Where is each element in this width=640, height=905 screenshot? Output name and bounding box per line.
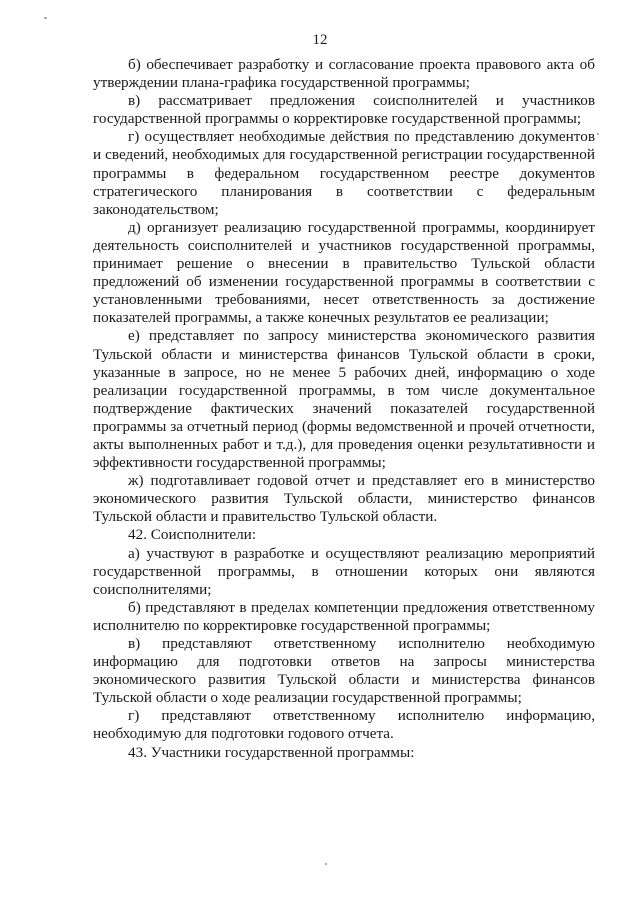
paragraph-d: д) организует реализацию государственной программы, координирует деятельность соисполнителей и участников государственной программы, принимает решение о внесении в правительство Тульской области предложений об изменении государственной программы в соответствии с установленными требованиями, несет ответственность за достижение показателей программы, а также конечных результатов ее реализации; [93, 218, 595, 327]
document-body [93, 56, 595, 762]
paragraph-g: г) осуществляет необходимые действия по представлению документов и сведений, необходимых для государственной регистрации государственной программы в федеральном государственном реестре документов стратегического планирования в соответствии с федеральным законодательством; [93, 128, 595, 218]
section-42-item-b: б) представляют в пределах компетенции предложения ответственному исполнителю по корректировке государственной программы; [93, 598, 595, 634]
section-42-item-v: в) представляют ответственному исполнителю необходимую информацию для подготовки ответов на запросы министерства экономического развития Тульской области и министерства финансов Тульской области о ходе реализации государственной программы; [93, 635, 595, 707]
paragraph-zh: ж) подготавливает годовой отчет и представляет его в министерство экономического развития Тульской области, министерство финансов Тульской области и правительство Тульской области. [93, 472, 595, 526]
paragraph-e: е) представляет по запросу министерства экономического развития Тульской области и министерства финансов Тульской области в сроки, указанные в запросе, но не менее 5 рабочих дней, информацию о ходе реализации государственной программы, в том числе документальное подтверждение фактических значений показателей государственной программы за отчетный период (формы ведомственной и прочей отчетности, акты выполненных работ и т.д.), для проведения оценки результативности и эффективности государственной программы; [93, 327, 595, 472]
scan-speck [325, 863, 327, 865]
section-42-item-g: г) представляют ответственному исполнителю информацию, необходимую для подготовки годового отчета. [93, 707, 595, 743]
scan-speck [597, 133, 599, 135]
section-42-item-a: а) участвуют в разработке и осуществляют реализацию мероприятий государственной программы, в отношении которых они являются соисполнителями; [93, 544, 595, 598]
section-42-heading: 42. Соисполнители: [128, 526, 257, 544]
paragraph-v: в) рассматривает предложения соисполнителей и участников государственной программы о корректировке государственной программы; [93, 92, 595, 128]
page-number: 12 [312, 32, 328, 48]
paragraph-b: б) обеспечивает разработку и согласование проекта правового акта об утверждении плана-графика государственной программы; [93, 56, 595, 92]
section-43-heading: 43. Участники государственной программы: [128, 743, 415, 761]
scan-speck [44, 17, 47, 19]
